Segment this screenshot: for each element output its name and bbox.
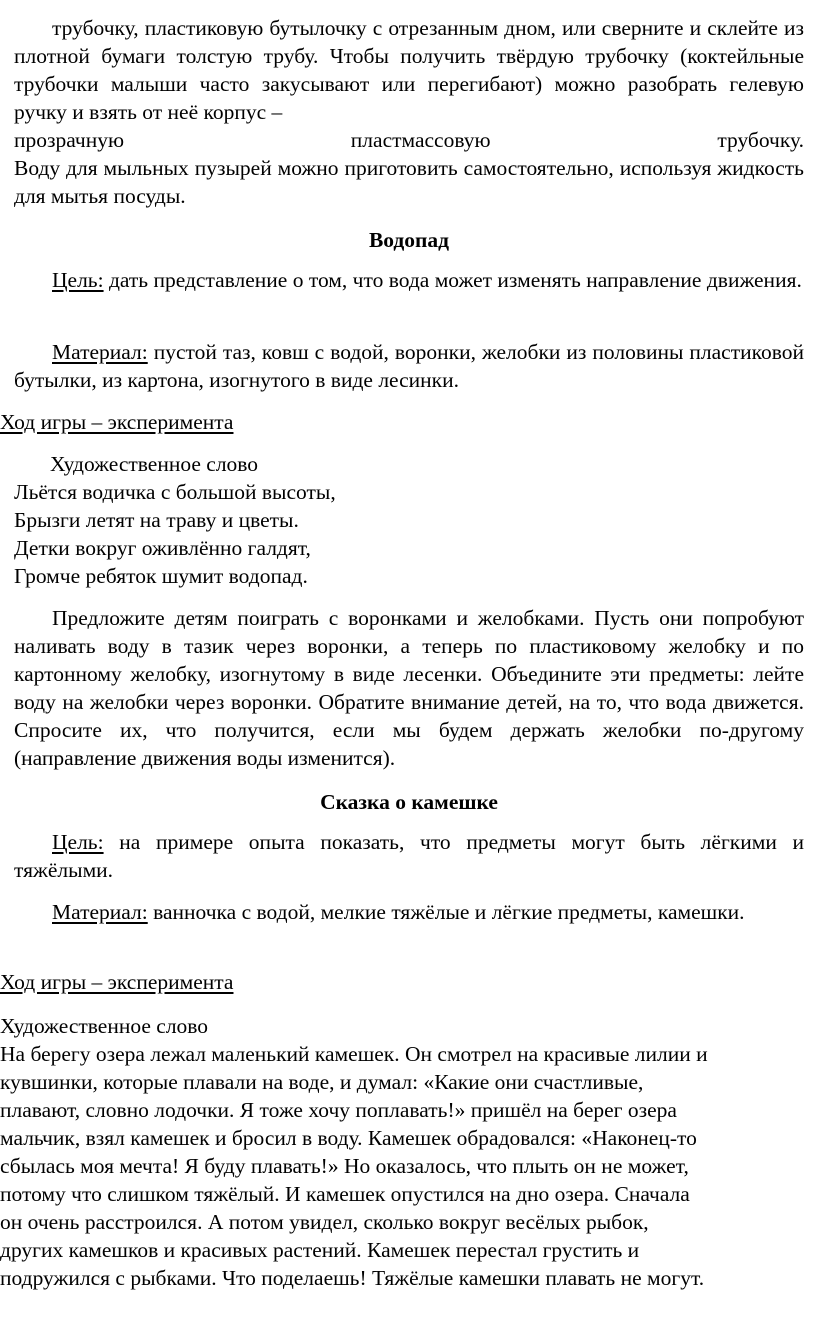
section-title-pebble: Сказка о камешке [320,790,498,814]
story-line: плавают, словно лодочки. Я тоже хочу поплавать!» пришёл на берег озера [0,1098,677,1122]
intro-word-2: пластмассовую [350,128,491,152]
poem-line: Льётся водичка с большой высоты, [14,480,336,504]
waterfall-material [14,338,804,394]
waterfall-poem [14,450,804,590]
pebble-material [14,898,804,926]
waterfall-goal [14,266,804,294]
story-line: других камешков и красивых растений. Камешек перестал грустить и [0,1238,640,1262]
goal-label: Цель: [52,830,104,854]
goal-label: Цель: [52,268,104,292]
poem-line: Детки вокруг оживлённо галдят, [14,536,311,560]
intro-tail-text: Воду для мыльных пузырей можно приготовить самостоятельно, используя жидкость для мытья посуды. [14,156,804,208]
goal-text: на примере опыта показать, что предметы могут быть лёгкими и тяжёлыми. [14,830,804,882]
story-line: кувшинки, которые плавали на воде, и думал: «Какие они счастливые, [0,1070,644,1094]
story-line: он очень расстроился. А потом увидел, сколько вокруг весёлых рыбок, [0,1210,649,1234]
intro-tail [14,154,804,210]
procedure-label: Ход игры – эксперимента [0,970,234,994]
intro-spread-line [14,126,804,154]
pebble-goal [14,828,804,884]
pebble-procedure-heading [0,968,790,996]
story-line: мальчик, взял камешек и бросил в воду. Камешек обрадовался: «Наконец-то [0,1126,697,1150]
material-text: пустой таз, ковш с водой, воронки, желобки из половины пластиковой бутылки, из картона, изогнутого в виде лесинки. [14,340,804,392]
pebble-story [0,1012,812,1292]
story-line: подружился с рыбками. Что поделаешь! Тяжёлые камешки плавать не могут. [0,1266,705,1290]
story-line: потому что слишком тяжёлый. И камешек опустился на дно озера. Сначала [0,1182,690,1206]
material-text: ванночка с водой, мелкие тяжёлые и лёгкие предметы, камешки. [147,900,745,924]
art-word-label: Художественное слово [0,1014,209,1038]
goal-text: дать представление о том, что вода может изменять направление движения. [103,268,802,292]
material-label: Материал: [52,340,148,364]
art-word-label: Художественное слово [50,452,259,476]
waterfall-body [14,604,804,772]
poem-line: Громче ребяток шумит водопад. [14,564,308,588]
waterfall-procedure-heading [0,408,790,436]
material-label: Материал: [52,900,148,924]
section-title-waterfall: Водопад [368,228,450,252]
procedure-label: Ход игры – эксперимента [0,410,234,434]
story-line: сбылась моя мечта! Я буду плавать!» Но оказалось, что плыть он не может, [0,1154,689,1178]
story-line: На берегу озера лежал маленький камешек. Он смотрел на красивые лилии и [0,1042,708,1066]
intro-word-1: прозрачную [14,128,125,152]
intro-word-3: трубочку. [717,128,804,152]
intro-text: трубочку, пластиковую бутылочку с отрезанным дном, или сверните и склейте из плотной бумаги толстую трубу. Чтобы получить твёрдую трубочку (коктейльные трубочки малыши часто закусывают или перегибают) можно разобрать гелевую ручку и взять от неё корпус – [14,16,804,124]
intro-paragraph [14,14,804,126]
poem-line: Брызги летят на траву и цветы. [14,508,299,532]
waterfall-body-text: Предложите детям поиграть с воронками и желобками. Пусть они попробуют наливать воду в тазик через воронки, а теперь по пластиковому желобку и по картонному желобку, изогнутому в виде лесенки. Объедините эти предметы: лейте воду на желобки через воронки. Обратите внимание детей, на то, что вода движется. Спросите их, что получится, если мы будем держать желобки по-другому (направление движения воды изменится). [14,606,804,770]
